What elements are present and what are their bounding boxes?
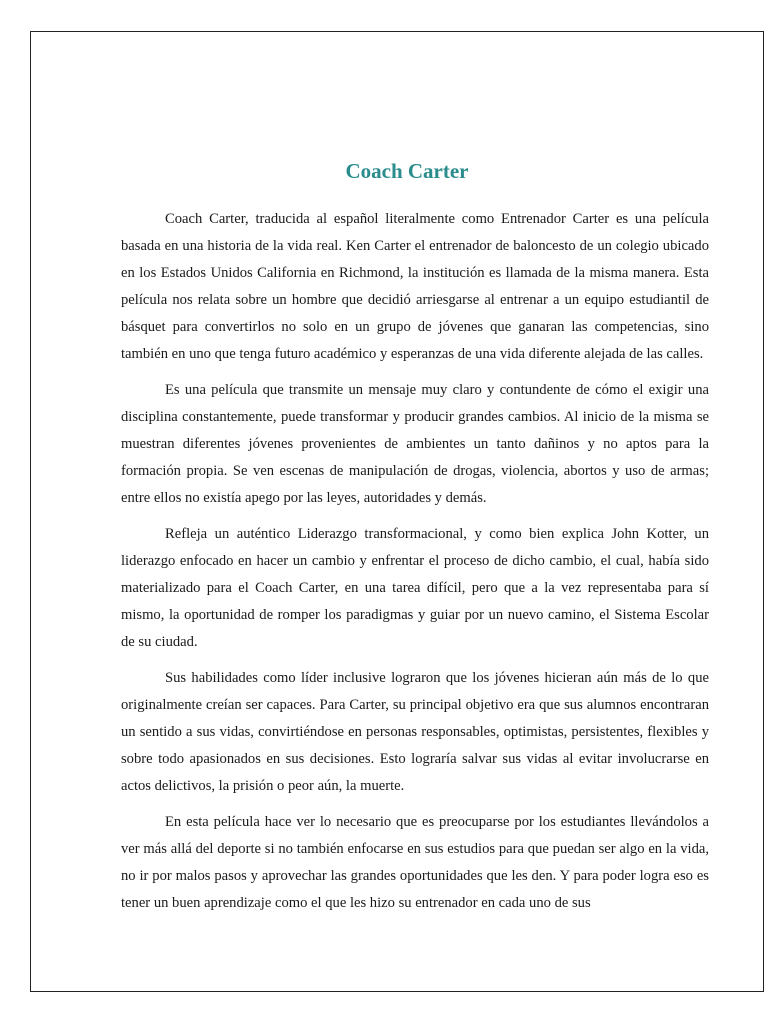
paragraph-4: Sus habilidades como líder inclusive lograron que los jóvenes hicieran aún más de lo que originalmente creían ser capaces. Para Carter, su principal objetivo era que sus alumnos encontraran un sentido a sus vidas, convirtiéndose en personas responsables, optimistas, persistentes, flexibles y sobre todo apasionados en sus decisiones. Esto lograría salvar sus vidas al evitar involucrarse en actos delictivos, la prisión o peor aún, la muerte. bbox=[121, 670, 709, 794]
paragraph-1: Coach Carter, traducida al español literalmente como Entrenador Carter es una película basada en una historia de la vida real. Ken Carter el entrenador de baloncesto de un colegio ubicado en los Estados Unidos California en Richmond, la institución es llamada de la misma manera. Esta película nos relata sobre un hombre que decidió arriesgarse al entrenar a un equipo estudiantil de básquet para convertirlos no solo en un grupo de jóvenes que ganaran las competencias, sino también en uno que tenga futuro académico y esperanzas de una vida diferente alejada de las calles. bbox=[121, 211, 709, 362]
page-frame bbox=[30, 31, 764, 992]
paragraph-2: Es una película que transmite un mensaje muy claro y contundente de cómo el exigir una disciplina constantemente, puede transformar y producir grandes cambios. Al inicio de la misma se muestran diferentes jóvenes provenientes de ambientes un tanto dañinos y no aptos para la formación propia. Se ven escenas de manipulación de drogas, violencia, abortos y uso de armas; entre ellos no existía apego por las leyes, autoridades y demás. bbox=[121, 382, 709, 506]
paragraph-3: Refleja un auténtico Liderazgo transformacional, y como bien explica John Kotter, un liderazgo enfocado en hacer un cambio y enfrentar el proceso de dicho cambio, el cual, había sido materializado para el Coach Carter, en una tarea difícil, pero que a la vez representaba para sí mismo, la oportunidad de romper los paradigmas y guiar por un nuevo camino, el Sistema Escolar de su ciudad. bbox=[121, 526, 709, 650]
paragraph-5: En esta película hace ver lo necesario que es preocuparse por los estudiantes llevándolos a ver más allá del deporte si no también enfocarse en sus estudios para que puedan ser algo en la vida, no ir por malos pasos y aprovechar las grandes oportunidades que les den. Y para poder logra eso es tener un buen aprendizaje como el que les hizo su entrenador en cada uno de sus bbox=[121, 814, 709, 911]
document-body bbox=[121, 206, 709, 966]
document-title: Coach Carter bbox=[345, 159, 469, 183]
